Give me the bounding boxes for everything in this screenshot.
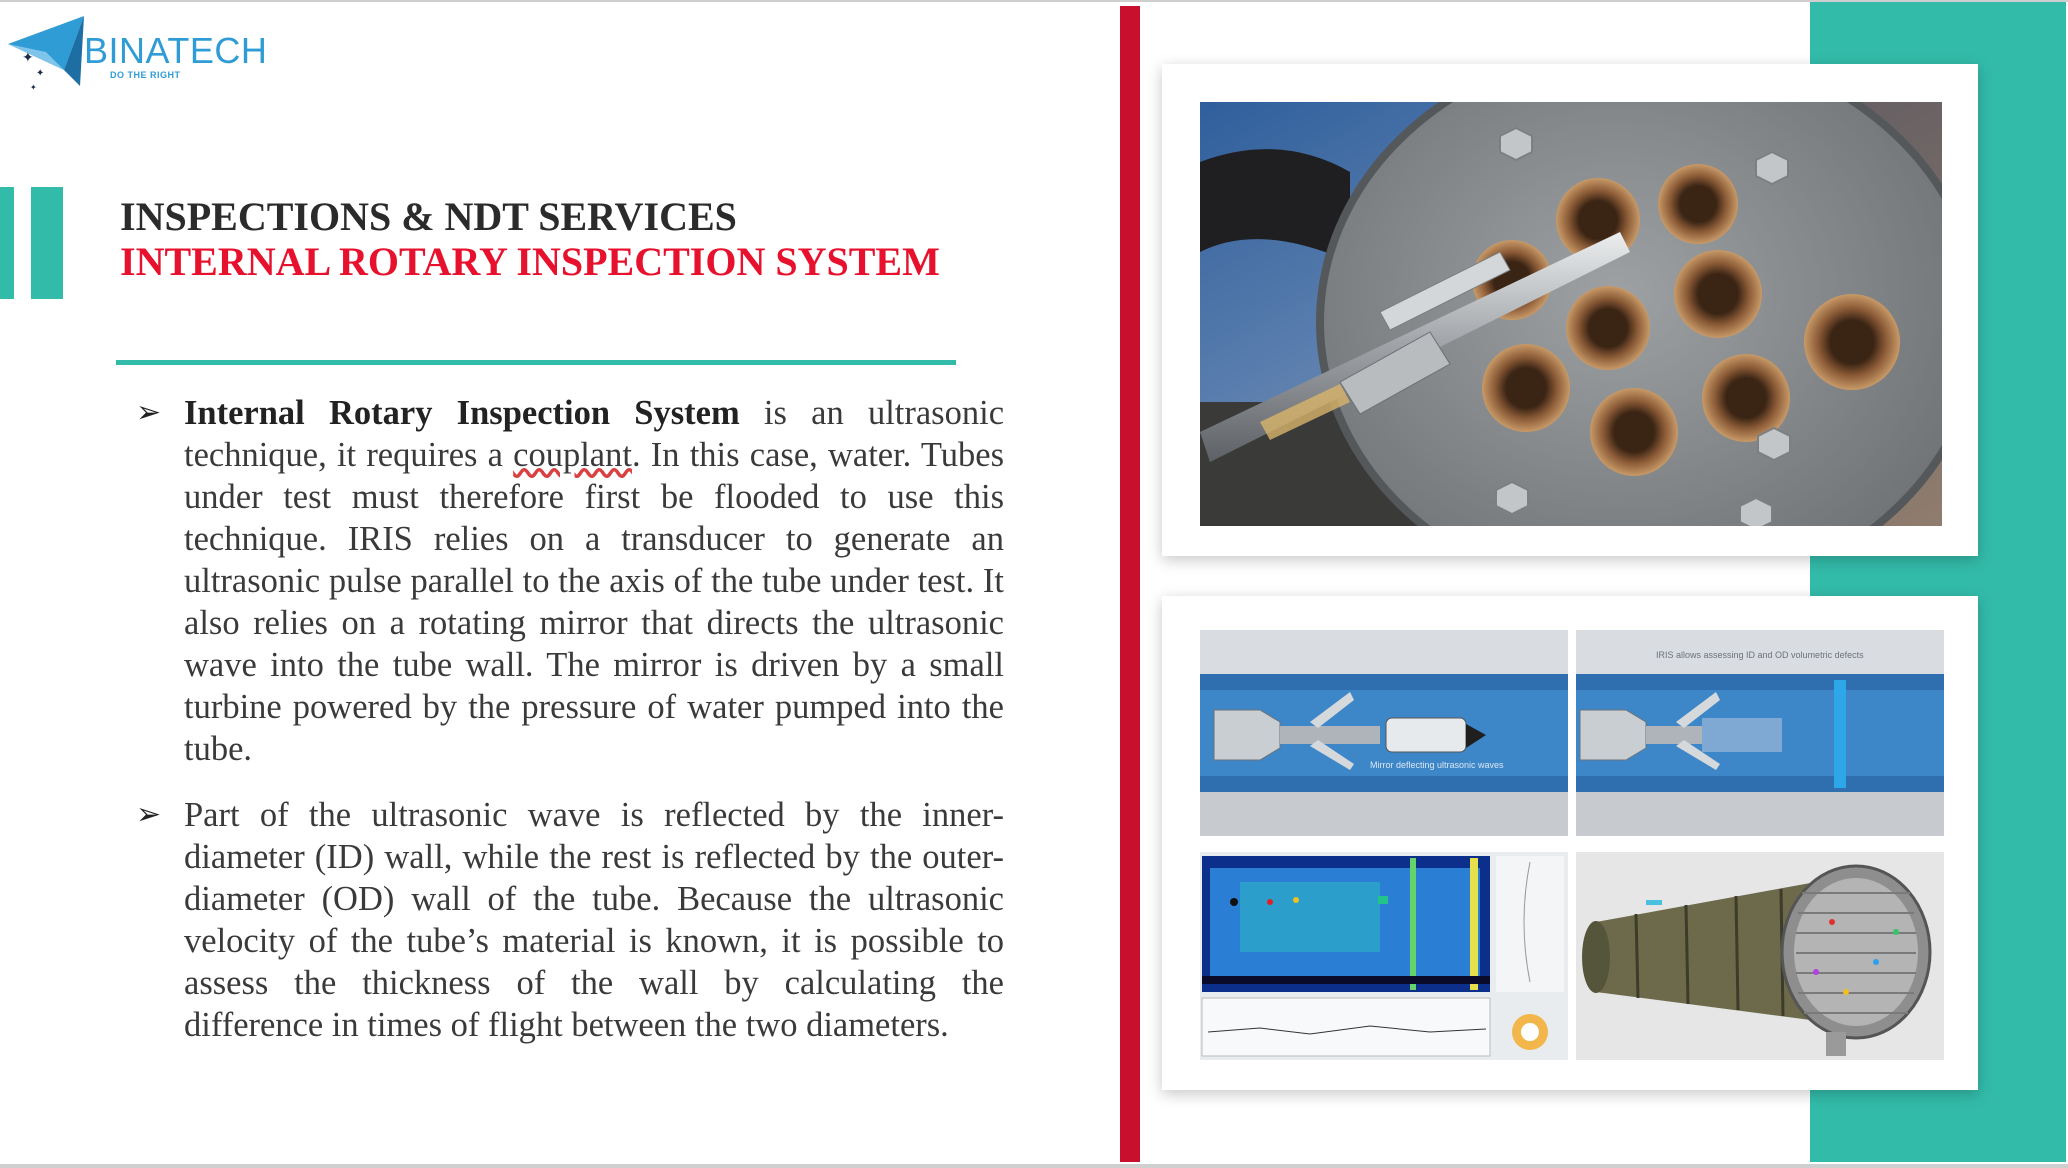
diagram-card [1162, 596, 1978, 1090]
iris-probe-diagram-2 [1576, 630, 1944, 836]
arrow-bullet-icon: ➢ [136, 395, 162, 430]
bullet-item [136, 794, 1004, 1046]
divider-bar [1120, 6, 1140, 1162]
bullet-item [136, 392, 1004, 770]
svg-text:✦: ✦ [22, 50, 34, 66]
svg-text:✦: ✦ [36, 68, 45, 79]
svg-text:✦: ✦ [30, 83, 37, 92]
iris-probe-diagram-1 [1200, 630, 1568, 836]
title-underline [116, 360, 956, 365]
bullet-text-a: is an ultrasonic technique, it requires a [184, 394, 1005, 474]
heat-exchanger-3d-model [1576, 852, 1944, 1060]
tube-bundle-photo [1200, 102, 1942, 526]
photo-card [1162, 64, 1978, 556]
diagram-caption-1: Mirror deflecting ultrasonic waves [1370, 760, 1504, 770]
bullet-text: Part of the ultrasonic wave is reflected by the inner-diameter (ID) wall, while the rest is reflected by the outer-diameter (OD) wall of the tube. Because the ultrasonic velocity of the tube’s material is known, it is possible to assess the thickness of the wall by calculating the difference in times of flight between the two diameters. [184, 796, 1004, 1044]
slide-subtitle: INTERNAL ROTARY INSPECTION SYSTEM [120, 239, 940, 284]
bullet-list [136, 392, 1004, 1046]
accent-bar-thick [31, 187, 63, 299]
spelling-flag-word: couplant [513, 436, 632, 474]
logo-plane-icon [6, 14, 96, 94]
logo-tagline: DO THE RIGHT [110, 70, 181, 80]
top-border [0, 0, 2068, 2]
logo-name: BINATECH [84, 30, 268, 71]
bottom-border [0, 1164, 2068, 1168]
bullet-lead: Internal Rotary Inspection System [184, 394, 740, 432]
iris-scan-screenshot [1200, 852, 1568, 1060]
arrow-bullet-icon: ➢ [136, 797, 162, 832]
bullet-text-b: . In this case, water. Tubes under test must therefore first be flooded to use this technique. IRIS relies on a transducer to generate an ultrasonic pulse parallel to the axis of the tube under test. It also relies on a rotating mirror that directs the ultrasonic wave into the tube wall. The mirror is driven by a small turbine powered by the pressure of water pumped into the tube. [184, 436, 1004, 768]
accent-bar-thin [0, 187, 14, 299]
diagram-caption-2: IRIS allows assessing ID and OD volumetric defects [1656, 650, 1864, 660]
slide-title: INSPECTIONS & NDT SERVICES [120, 194, 737, 239]
